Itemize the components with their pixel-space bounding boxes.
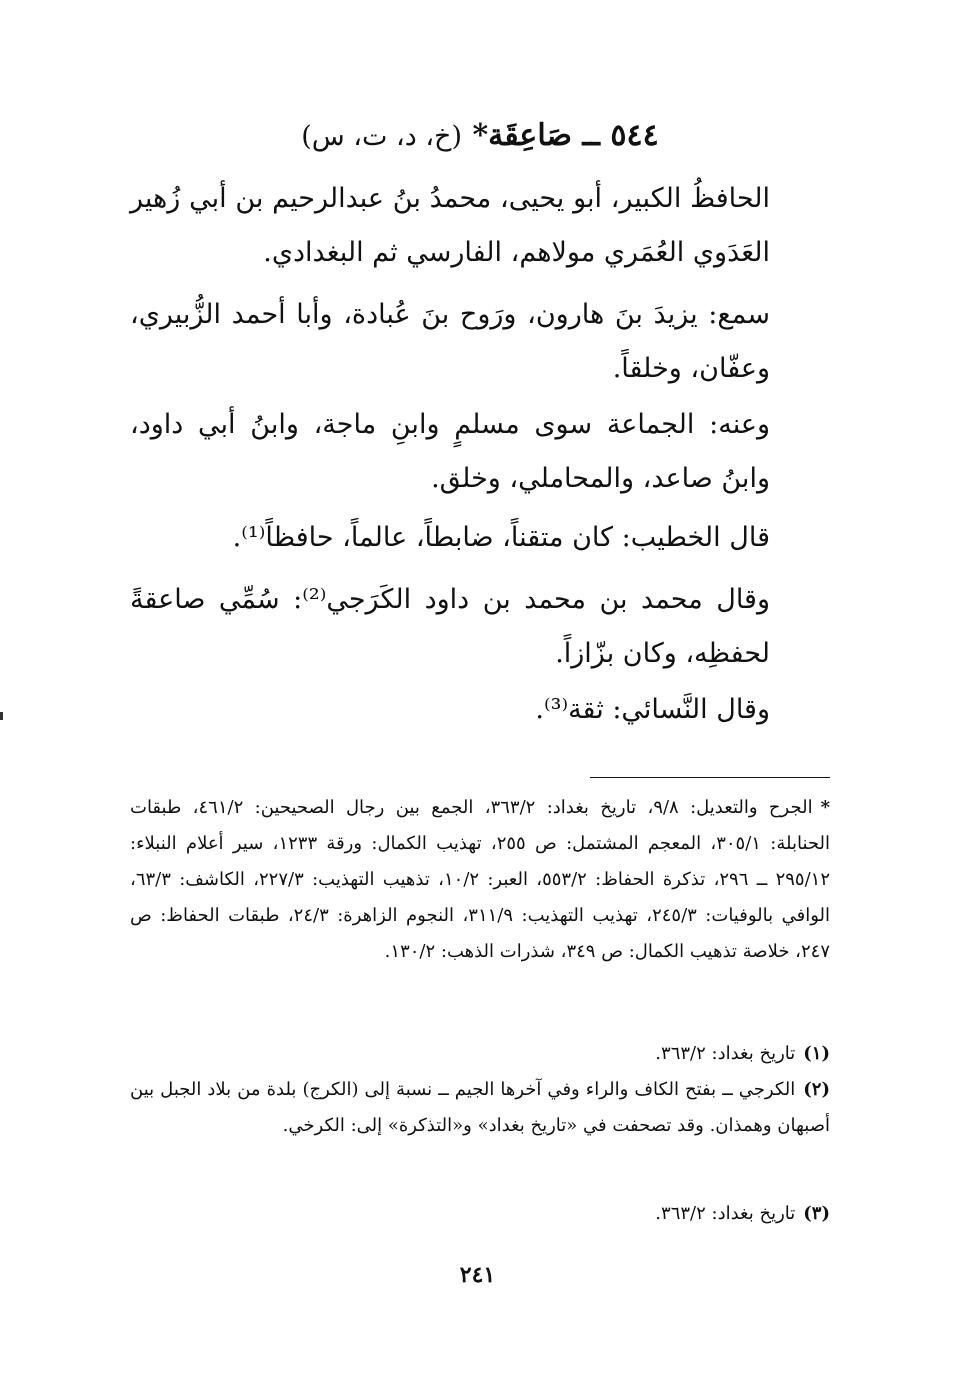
footnote-2-text: الكرجي ــ بفتح الكاف والراء وفي آخرها الجيم ــ نسبة إلى (الكرج) بلدة من بلاد الجبل بين أصبهان وهمذان. وقد تصحفت في «تاريخ بغداد» و«التذكرة» إلى: الكرخي. (130, 1079, 830, 1136)
paragraph-khatib: قال الخطيب: كان متقناً، ضابطاً، عالماً، حافظاً⁽¹⁾. (232, 522, 770, 553)
paragraph-nasai: وقال النَّسائي: ثقة⁽³⁾. (535, 694, 770, 725)
paragraph-teachers: سمع: يزيدَ بنَ هارون، ورَوح بنَ عُبادة، وأبا أحمد الزُّبيري، وعفّان، وخلقاً. (130, 299, 770, 384)
footnote-3-mark: (٣) (803, 1203, 830, 1224)
footnote-1 (130, 1036, 830, 1072)
footnote-2 (130, 1072, 830, 1144)
footnote-3-text: تاريخ بغداد: ٣٦٣/٢. (655, 1203, 796, 1224)
paragraph-name: الحافظُ الكبير، أبو يحيى، محمدُ بنُ عبدالرحيم بن أبي زُهير العَدَوي العُمَري مولاهم، الفارسي ثم البغدادي. (130, 183, 770, 268)
page-number: ٢٤١ (459, 1262, 496, 1288)
entry-title (130, 118, 830, 153)
footnote-2-mark: (٢) (803, 1079, 830, 1100)
paragraph-students: وعنه: الجماعة سوى مسلمٍ وابنِ ماجة، وابنُ أبي داود، وابنُ صاعد، والمحاملي، وخلق. (130, 409, 770, 494)
scan-margin-mark (0, 712, 3, 720)
footnote-star-text: الجرح والتعديل: ٩/٨، تاريخ بغداد: ٣٦٣/٢، الجمع بين رجال الصحيحين: ٤٦١/٢، طبقات الحنابلة: ٣٠٥/١، المعجم المشتمل: ص ٢٥٥، تهذيب الكمال: ورقة ١٢٣٣، سير أعلام النبلاء: ٢٩٥/١٢ ــ ٢٩٦، تذكرة الحفاظ: ٥٥٣/٢، العبر: ١٠/٢، تذهيب التهذيب: ٢٢٧/٣، الكاشف: ٦٣/٣، الوافي بالوفيات: ٢٤٥/٣، تهذيب التهذيب: ٣١١/٩، النجوم الزاهرة: ٢٤/٣، طبقات الحفاظ: ص ٢٤٧، خلاصة تذهيب الكمال: ص ٣٤٩، شذرات الذهب: ١٣٠/٢. (130, 797, 830, 962)
footnote-1-text: تاريخ بغداد: ٣٦٣/٢. (655, 1043, 796, 1064)
footnote-sources (130, 790, 830, 970)
footnote-star-mark: * (820, 797, 831, 818)
footnote-3 (130, 1196, 830, 1232)
entry-sigla: (خ، د، ت، س) (301, 121, 463, 152)
paragraph-karaji: وقال محمد بن محمد بن داود الكَرَجي⁽²⁾: سُمِّي صاعقةً لحفظِه، وكان بزّازاً. (130, 584, 770, 669)
entry-heading: ٥٤٤ ــ صَاعِقَة* (472, 118, 659, 153)
footnote-separator (590, 777, 830, 778)
footnote-1-mark: (١) (803, 1043, 830, 1064)
